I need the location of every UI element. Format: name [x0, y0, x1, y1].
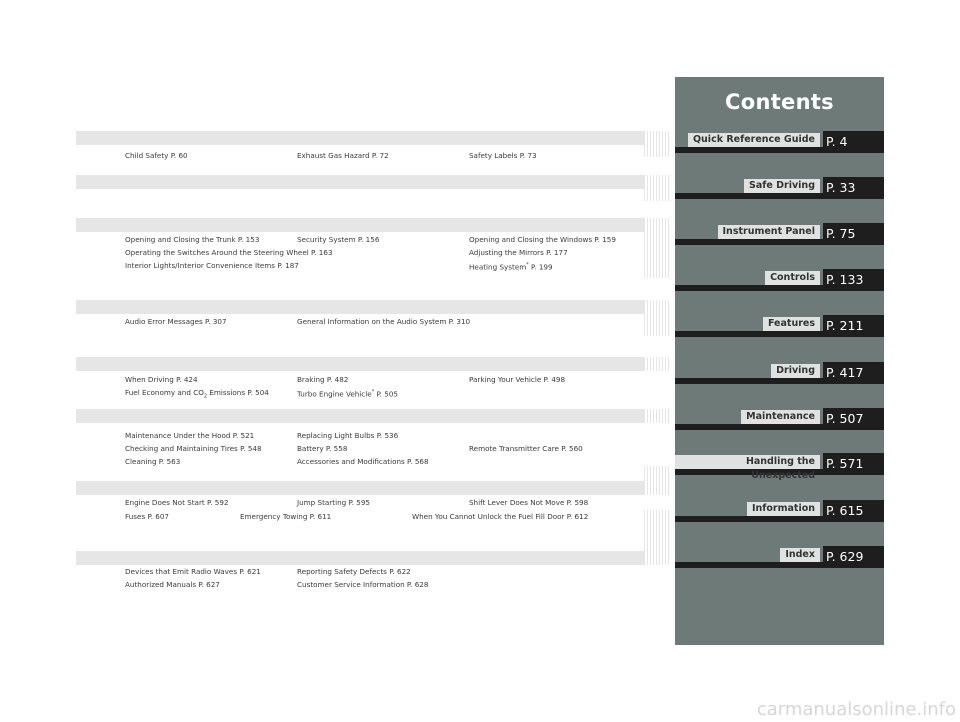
entry-remote[interactable]: Remote Transmitter Care P. 560	[469, 444, 583, 453]
section-hatch-maintenance	[644, 466, 670, 495]
tab-quick-reference[interactable]	[675, 131, 884, 153]
watermark: carmanualsonline.info	[756, 699, 956, 720]
subscript-2: 2	[203, 393, 208, 400]
entry-interior[interactable]: Interior Lights/Interior Convenience Items P. 187	[125, 261, 299, 270]
entry-switches[interactable]: Operating the Switches Around the Steering Wheel P. 163	[125, 248, 333, 257]
section-band-safe-driving	[76, 175, 644, 189]
tab-information[interactable]	[675, 500, 884, 522]
section-hatch-features	[644, 357, 670, 371]
entry-fuel-text: Fuel Economy and CO	[125, 388, 204, 397]
tab-divider	[675, 378, 823, 384]
asterisk-mark: *	[371, 389, 375, 395]
entry-defects[interactable]: Reporting Safety Defects P. 622	[297, 567, 411, 576]
tab-page: P. 417	[823, 362, 884, 384]
tab-page: P. 615	[823, 500, 884, 522]
section-band-quick-reference	[76, 131, 644, 145]
tab-label: Index	[780, 548, 820, 562]
section-band-maintenance	[76, 481, 644, 495]
entry-jump[interactable]: Jump Starting P. 595	[297, 498, 370, 507]
section-band-handling	[76, 551, 644, 565]
contents-title: Contents	[725, 90, 834, 114]
entry-heating[interactable]	[469, 261, 553, 271]
entry-fuel-economy[interactable]	[125, 388, 269, 401]
tab-instrument-panel[interactable]	[675, 223, 884, 245]
tab-features[interactable]	[675, 315, 884, 337]
tab-safe-driving[interactable]	[675, 177, 884, 199]
entry-audio-error[interactable]: Audio Error Messages P. 307	[125, 317, 227, 326]
tab-page: P. 211	[823, 315, 884, 337]
entry-fuel-door[interactable]: When You Cannot Unlock the Fuel Fill Door P. 612	[412, 512, 589, 521]
tab-divider	[675, 562, 823, 568]
section-hatch-controls	[644, 300, 670, 336]
tab-label: Instrument Panel	[718, 225, 820, 239]
tab-page: P. 4	[823, 131, 884, 153]
section-hatch-handling	[644, 510, 670, 565]
entry-cleaning[interactable]: Cleaning P. 563	[125, 457, 181, 466]
entry-heating-text: Heating System	[469, 262, 527, 272]
section-band-controls	[76, 300, 644, 314]
tab-page: P. 133	[823, 269, 884, 291]
tab-label: Features	[763, 317, 820, 331]
section-band-features	[76, 357, 644, 371]
tab-label: Quick Reference Guide	[688, 133, 820, 147]
entry-manuals[interactable]: Authorized Manuals P. 627	[125, 580, 220, 589]
entry-child-safety[interactable]: Child Safety P. 60	[125, 151, 188, 160]
tab-controls[interactable]	[675, 269, 884, 291]
entry-engine[interactable]: Engine Does Not Start P. 592	[125, 498, 229, 507]
entry-fuses[interactable]: Fuses P. 607	[125, 512, 169, 521]
entry-audio-info[interactable]: General Information on the Audio System P. 310	[297, 317, 471, 326]
tab-index[interactable]	[675, 546, 884, 568]
section-hatch-quick-reference	[644, 131, 670, 157]
section-band-instrument-panel	[76, 218, 644, 232]
tab-divider	[675, 239, 823, 245]
tab-label: Controls	[765, 271, 820, 285]
asterisk-mark: *	[526, 262, 529, 268]
entry-parking[interactable]: Parking Your Vehicle P. 498	[469, 375, 566, 384]
tab-label: Handling the Unexpected	[675, 455, 820, 469]
contents-panel	[675, 77, 884, 645]
tab-page: P. 571	[823, 453, 884, 475]
entry-turbo-page: P. 505	[374, 389, 398, 399]
tab-divider	[675, 331, 823, 337]
entry-service[interactable]: Customer Service Information P. 628	[297, 580, 429, 589]
tab-label: Information	[747, 502, 820, 516]
tab-divider	[675, 193, 823, 199]
entry-radio[interactable]: Devices that Emit Radio Waves P. 621	[125, 567, 261, 576]
tab-label: Driving	[771, 364, 820, 378]
section-hatch-instrument-panel	[644, 218, 670, 278]
entry-braking[interactable]: Braking P. 482	[297, 375, 349, 384]
tab-driving[interactable]	[675, 362, 884, 384]
entry-turbo[interactable]	[297, 388, 398, 398]
entry-light-bulbs[interactable]: Replacing Light Bulbs P. 536	[297, 431, 399, 440]
tab-page: P. 75	[823, 223, 884, 245]
tab-label: Safe Driving	[744, 179, 820, 193]
tab-maintenance[interactable]	[675, 408, 884, 430]
tab-divider	[675, 424, 823, 430]
entry-under-hood[interactable]: Maintenance Under the Hood P. 521	[125, 431, 255, 440]
entry-tires[interactable]: Checking and Maintaining Tires P. 548	[125, 444, 262, 453]
section-band-driving	[76, 409, 644, 423]
entry-mirrors[interactable]: Adjusting the Mirrors P. 177	[469, 248, 568, 257]
entry-security[interactable]: Security System P. 156	[297, 235, 380, 244]
tab-divider	[675, 516, 823, 522]
entry-battery[interactable]: Battery P. 558	[297, 444, 348, 453]
section-hatch-driving	[644, 409, 670, 423]
tab-page: P. 629	[823, 546, 884, 568]
entry-windows[interactable]: Opening and Closing the Windows P. 159	[469, 235, 616, 244]
entry-turbo-text: Turbo Engine Vehicle	[297, 389, 372, 399]
tab-label: Maintenance	[741, 410, 820, 424]
entry-shift[interactable]: Shift Lever Does Not Move P. 598	[469, 498, 589, 507]
entry-trunk[interactable]: Opening and Closing the Trunk P. 153	[125, 235, 260, 244]
tab-page: P. 507	[823, 408, 884, 430]
entry-exhaust-gas[interactable]: Exhaust Gas Hazard P. 72	[297, 151, 389, 160]
tab-handling-unexpected[interactable]	[675, 453, 884, 481]
tab-divider	[675, 285, 823, 291]
entry-accessories[interactable]: Accessories and Modifications P. 568	[297, 457, 429, 466]
entry-heating-page: P. 199	[528, 262, 553, 272]
section-hatch-safe-driving	[644, 175, 670, 201]
entry-towing[interactable]: Emergency Towing P. 611	[240, 512, 332, 521]
entry-when-driving[interactable]: When Driving P. 424	[125, 375, 198, 384]
entry-safety-labels[interactable]: Safety Labels P. 73	[469, 151, 537, 160]
tab-page: P. 33	[823, 177, 884, 199]
tab-divider	[675, 147, 823, 153]
entry-fuel-page: Emissions P. 504	[207, 388, 269, 397]
